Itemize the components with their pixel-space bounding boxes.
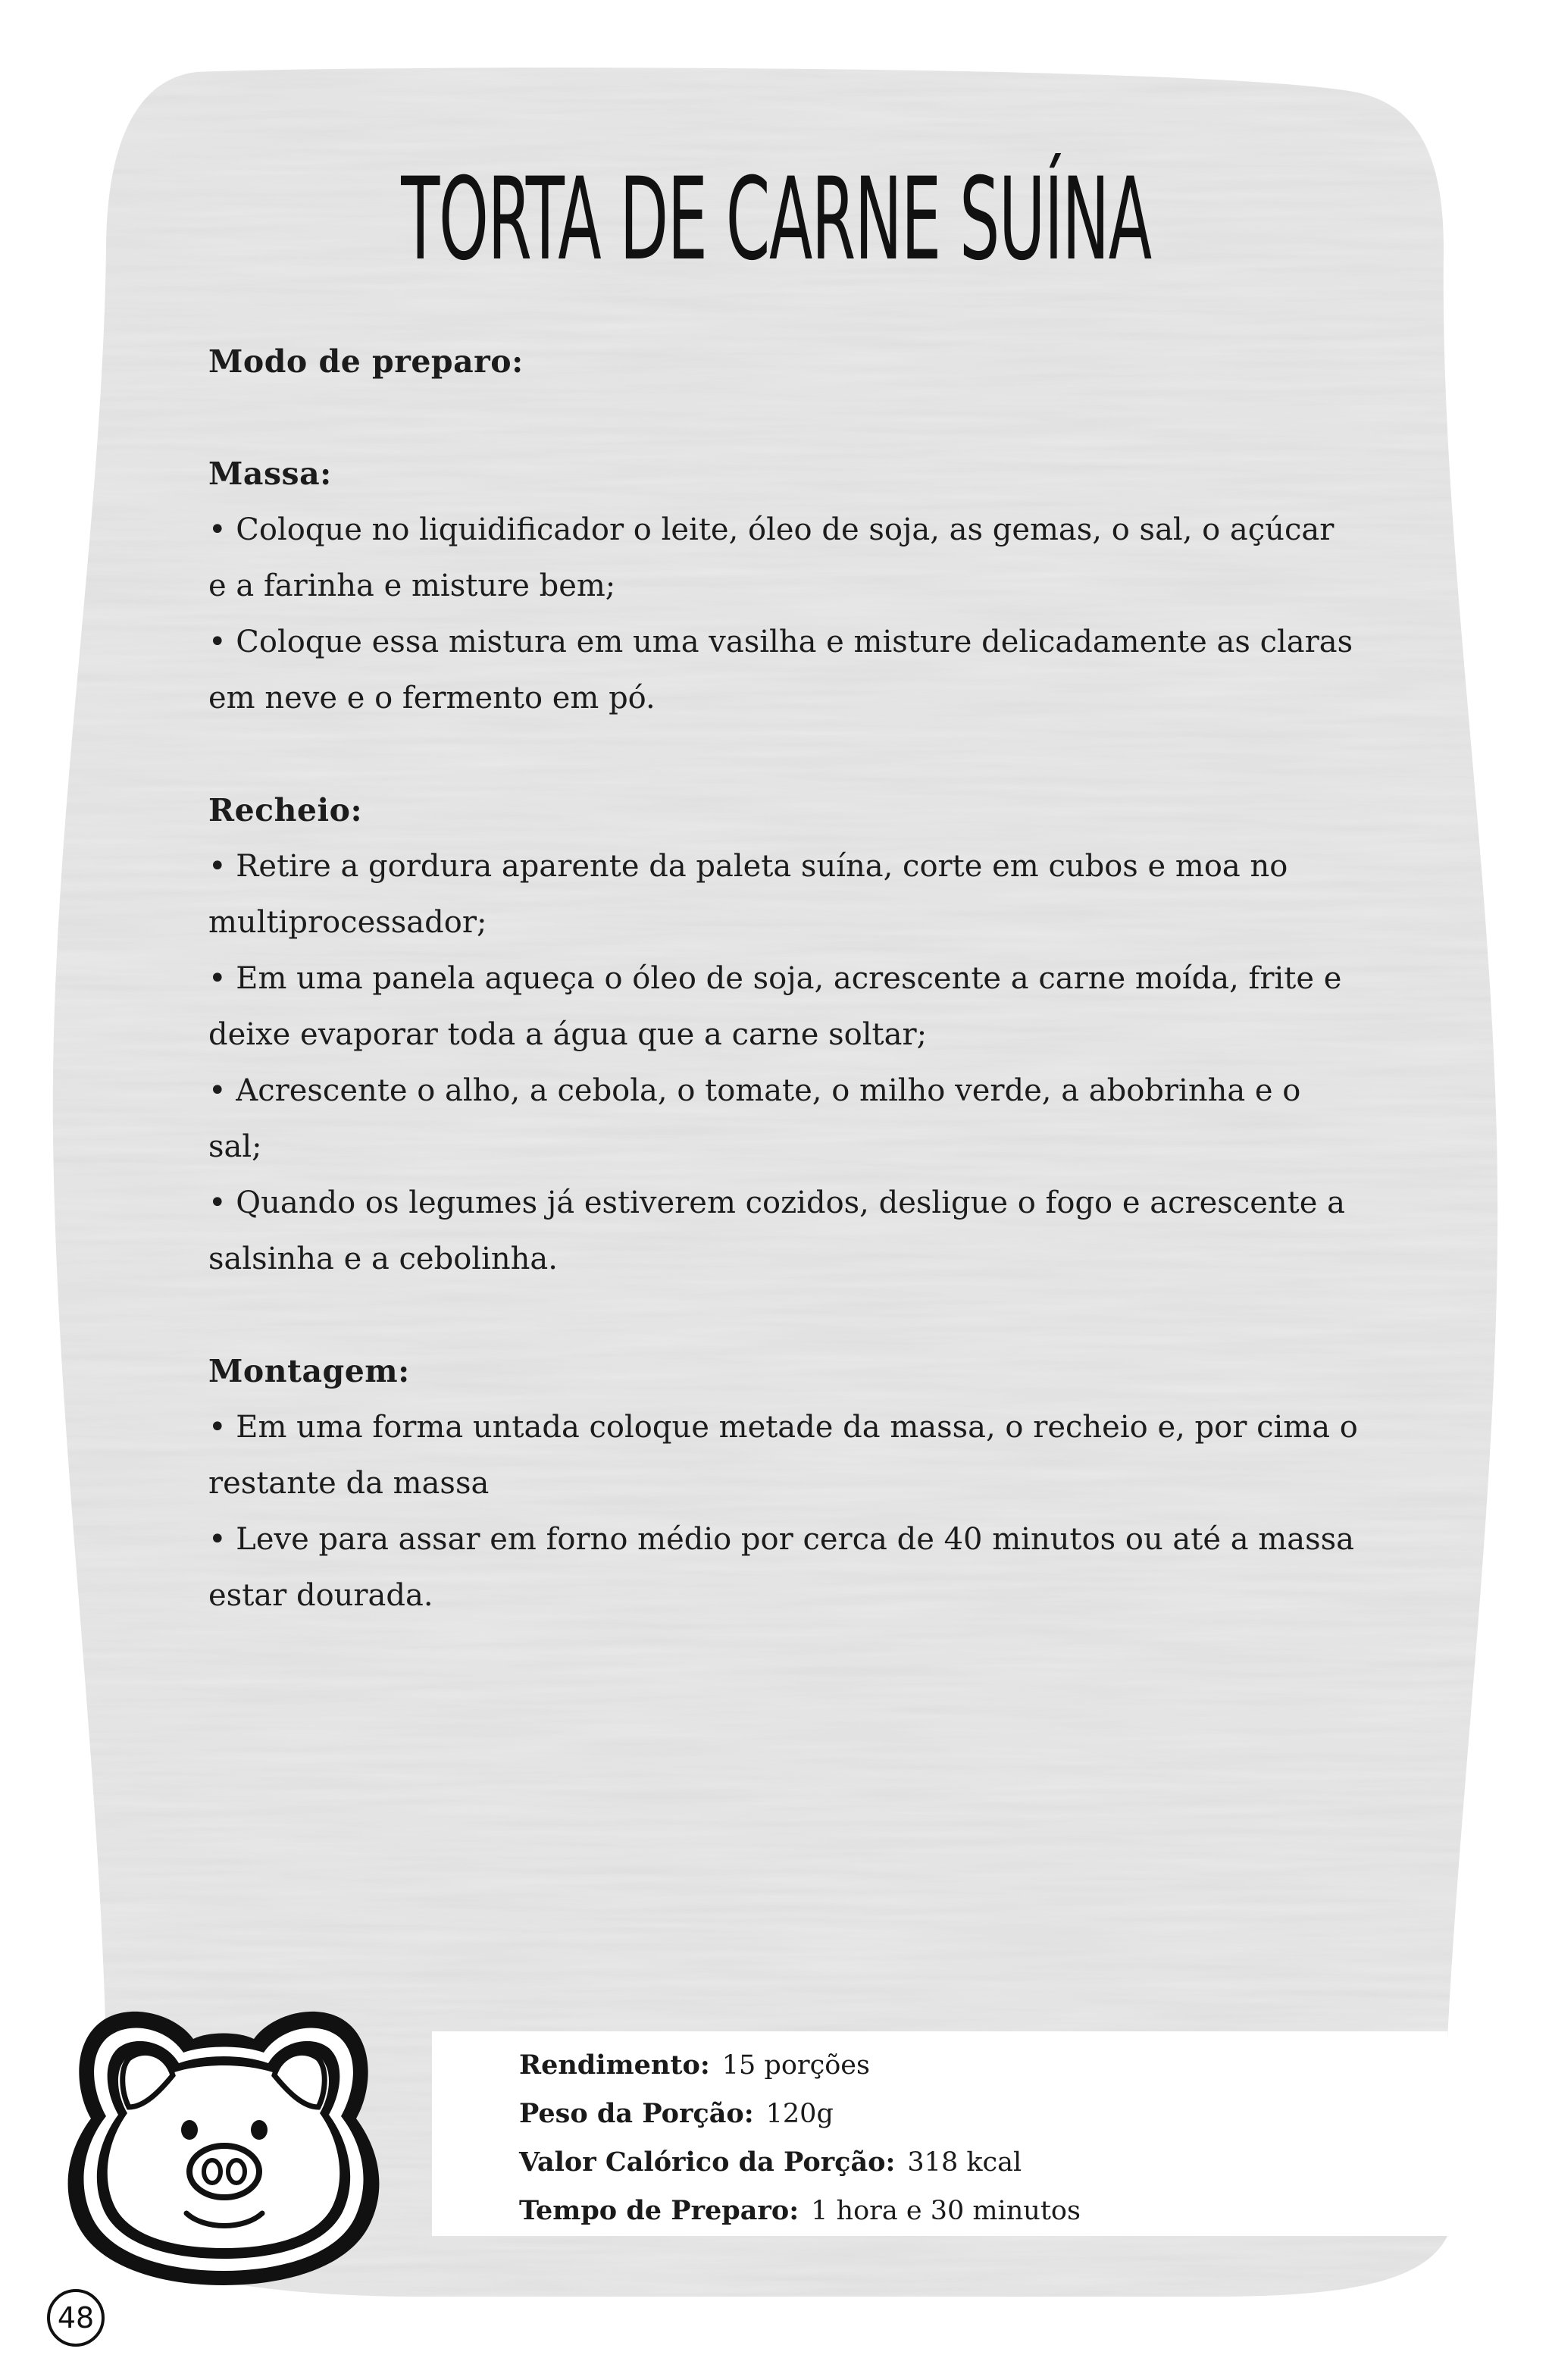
step-item: • Coloque essa mistura em uma vasilha e misture delicadamente as claras em neve e o fermento em pó.	[208, 625, 1353, 716]
step-item: • Em uma panela aqueça o óleo de soja, acrescente a carne moída, frite e deixe evaporar toda a água que a carne soltar;	[208, 961, 1342, 1052]
info-label: Valor Calórico da Porção:	[519, 2147, 896, 2178]
method-heading: Modo de preparo:	[208, 343, 524, 380]
info-label: Rendimento:	[519, 2050, 710, 2081]
step-item: • Retire a gordura aparente da paleta suína, corte em cubos e moa no multiprocessador;	[208, 849, 1288, 940]
nutrition-info-list	[519, 2041, 1081, 2235]
section-montagem	[208, 1343, 1360, 1624]
step-item: • Em uma forma untada coloque metade da massa, o recheio e, por cima o restante da massa	[208, 1410, 1358, 1501]
step-item: • Quando os legumes já estiverem cozidos, desligue o fogo e acrescente a salsinha e a cebolinha.	[208, 1185, 1345, 1276]
info-value: 15 porções	[721, 2050, 870, 2081]
section-recheio	[208, 782, 1360, 1287]
recipe-title: TORTA DE CARNE SUÍNA	[401, 154, 1151, 286]
info-row-calorias	[519, 2138, 1081, 2187]
section-heading: Recheio:	[208, 792, 363, 828]
info-row-peso	[519, 2090, 1081, 2138]
info-label: Peso da Porção:	[519, 2098, 754, 2129]
section-massa	[208, 446, 1360, 726]
info-value: 318 kcal	[907, 2147, 1022, 2178]
info-value: 120g	[765, 2099, 834, 2129]
info-row-tempo	[519, 2187, 1081, 2235]
pig-face-icon	[53, 1993, 394, 2289]
section-heading: Montagem:	[208, 1353, 410, 1389]
section-heading: Massa:	[208, 456, 332, 492]
info-value: 1 hora e 30 minutos	[811, 2196, 1081, 2226]
step-item: • Acrescente o alho, a cebola, o tomate, o milho verde, a abobrinha e o sal;	[208, 1073, 1301, 1164]
info-label: Tempo de Preparo:	[519, 2195, 799, 2226]
info-row-rendimento	[519, 2041, 1081, 2090]
recipe-content	[208, 334, 1360, 1624]
step-item: • Coloque no liquidificador o leite, óleo de soja, as gemas, o sal, o açúcar e a farinha e misture bem;	[208, 512, 1335, 603]
step-item: • Leve para assar em forno médio por cerca de 40 minutos ou até a massa estar dourada.	[208, 1522, 1354, 1613]
page-number: 48	[47, 2289, 105, 2347]
